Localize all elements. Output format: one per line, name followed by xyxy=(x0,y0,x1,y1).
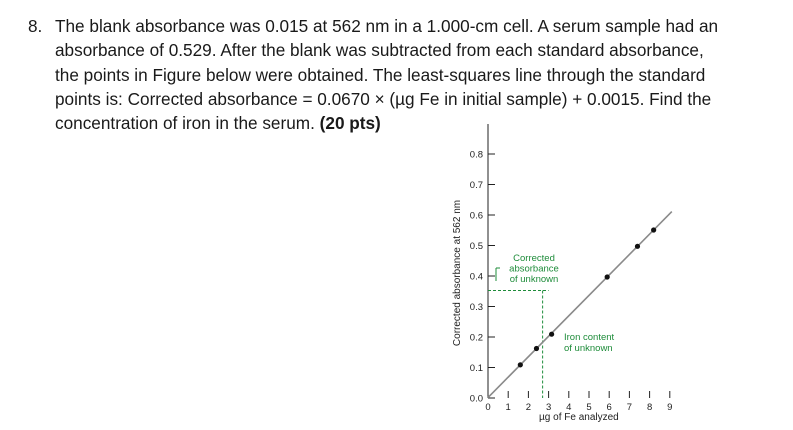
x-tick-label: 6 xyxy=(606,402,612,413)
y-tick-label: 0.1 xyxy=(469,363,483,374)
unknown-point xyxy=(549,332,554,337)
x-tick-label: 0 xyxy=(485,402,491,413)
annotation-absorbance-unknown: of unknown xyxy=(509,274,559,285)
annotations xyxy=(496,253,615,354)
y-tick-label: 0.0 xyxy=(469,393,483,405)
annotation-absorbance-unknown: Corrected xyxy=(513,253,555,264)
x-tick-label: 9 xyxy=(667,402,673,413)
y-tick-label: 0.2 xyxy=(469,332,483,344)
x-tick-label: 2 xyxy=(525,402,532,413)
axes xyxy=(470,124,673,413)
question-line: the points in Figure below were obtained. The least-squares line through the standard xyxy=(55,64,706,85)
question-line: points is: Corrected absorbance = 0.0670 × (µg Fe in initial sample) + 0.0015. Find the xyxy=(55,88,712,109)
question-number: 8. xyxy=(28,16,43,36)
fit-line-group xyxy=(488,212,672,398)
data-point xyxy=(651,227,656,232)
data-point xyxy=(635,244,640,249)
y-tick-label: 0.7 xyxy=(469,180,483,191)
question-line: absorbance of 0.529. After the blank was subtracted from each standard absorbance, xyxy=(55,40,704,61)
data-point xyxy=(518,362,523,367)
data-point xyxy=(605,274,610,279)
annotation-iron-unknown: of unknown xyxy=(564,343,613,354)
fit-line xyxy=(488,212,672,398)
question-line: The blank absorbance was 0.015 at 562 nm in a 1.000-cm cell. A serum sample had an xyxy=(55,16,719,36)
question-line-text: concentration of iron in the serum. xyxy=(55,113,315,134)
x-tick-label: 7 xyxy=(626,402,633,413)
x-tick-label: 1 xyxy=(505,402,511,413)
data-point xyxy=(534,346,539,351)
y-tick-label: 0.8 xyxy=(469,149,483,161)
y-tick-label: 0.6 xyxy=(469,210,483,222)
x-tick-label: 3 xyxy=(545,402,552,413)
unknown-guides xyxy=(488,290,549,398)
y-tick-label: 0.4 xyxy=(469,271,483,283)
points-label: (20 pts) xyxy=(319,113,381,134)
annotation-absorbance-unknown: absorbance xyxy=(509,263,559,275)
y-tick-label: 0.5 xyxy=(469,241,483,252)
annotation-iron-unknown: Iron content xyxy=(564,332,615,343)
x-tick-label: 5 xyxy=(586,402,592,413)
x-axis-title: µg of Fe analyzed xyxy=(539,412,619,423)
y-axis-title: Corrected absorbance at 562 nm xyxy=(452,199,463,347)
y-tick-label: 0.3 xyxy=(469,302,483,313)
x-tick-label: 4 xyxy=(566,402,572,413)
x-tick-label: 8 xyxy=(646,402,653,413)
